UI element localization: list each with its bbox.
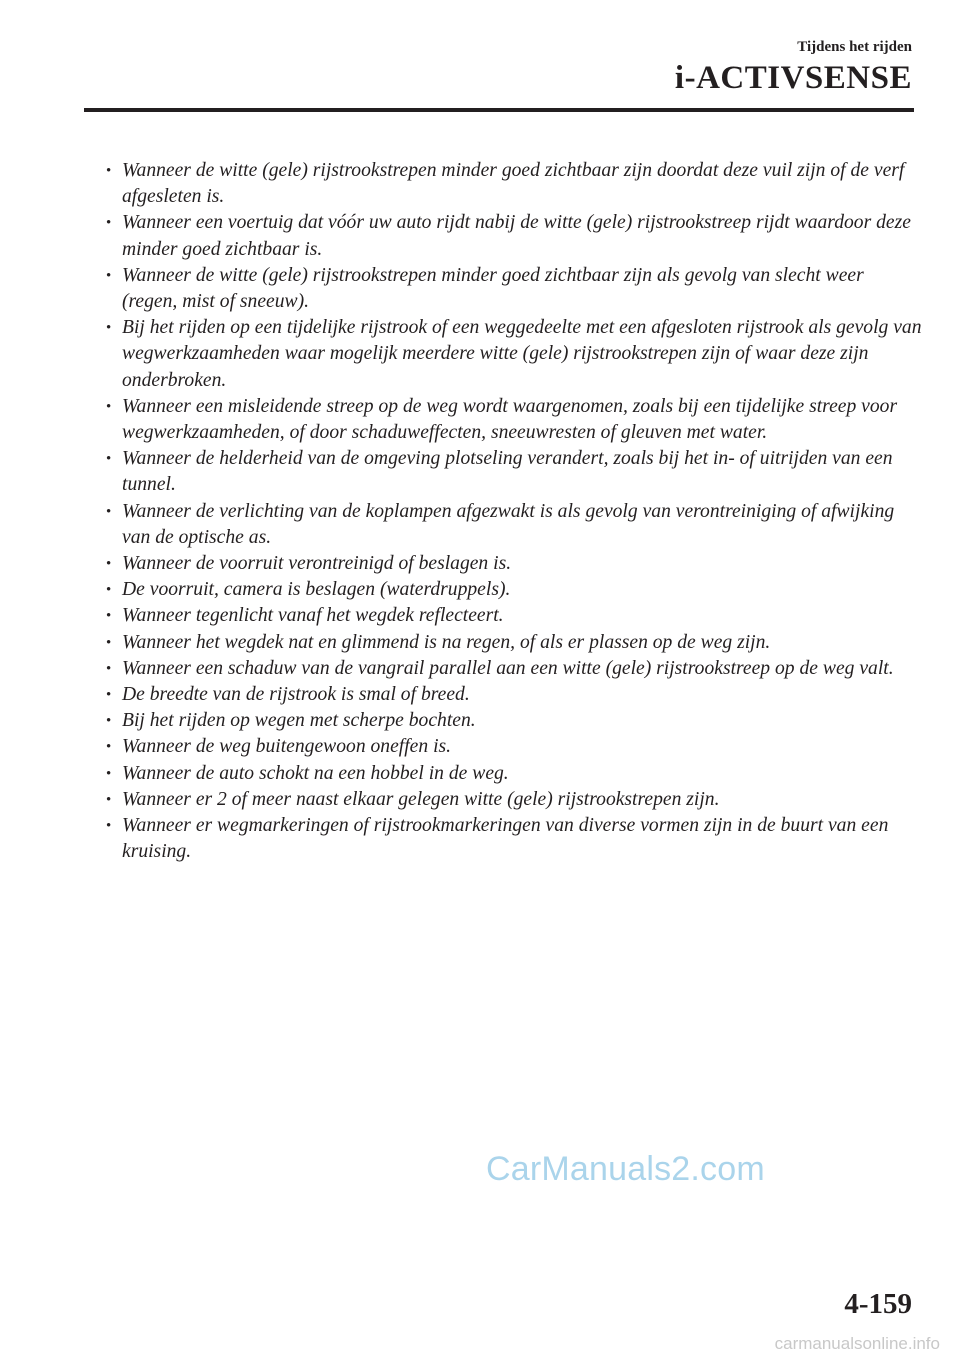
list-item-text: Wanneer de weg buitengewoon oneffen is. <box>122 736 452 758</box>
bullet-icon: • <box>106 608 112 625</box>
list-item <box>102 394 922 446</box>
watermark-logo: CarManuals2.com <box>486 1150 765 1188</box>
list-item <box>102 813 922 865</box>
bullet-icon: • <box>106 556 112 573</box>
list-item <box>102 210 922 262</box>
bullet-icon: • <box>106 582 112 599</box>
bullet-icon: • <box>106 660 112 677</box>
bullet-icon: • <box>106 634 112 651</box>
list-item-text: Wanneer de verlichting van de koplampen afgezwakt is als gevolg van verontreiniging of afwijking van de optische as. <box>122 500 895 548</box>
chapter-title: i-ACTIVSENSE <box>674 60 912 96</box>
list-item-text: De breedte van de rijstrook is smal of breed. <box>122 684 470 706</box>
list-item-text: Wanneer de helderheid van de omgeving plotseling verandert, zoals bij het in- of uitrijden van een tunnel. <box>122 448 893 496</box>
list-item-text: Wanneer een schaduw van de vangrail parallel aan een witte (gele) rijstrookstreep op de weg valt. <box>122 657 894 679</box>
list-item-text: Bij het rijden op wegen met scherpe bochten. <box>122 710 476 732</box>
list-item <box>102 787 922 813</box>
bullet-icon: • <box>106 503 112 520</box>
list-item-text: De voorruit, camera is beslagen (waterdruppels). <box>122 579 511 601</box>
list-item <box>102 734 922 760</box>
list-item-text: Bij het rijden op een tijdelijke rijstrook of een weggedeelte met een afgesloten rijstrook als gevolg van wegwerkzaamheden waar mogelijk meerdere witte (gele) rijstrookstrepen zijn of waar deze zijn onderbroken. <box>122 317 922 391</box>
list-item <box>102 577 922 603</box>
bullet-icon: • <box>106 267 112 284</box>
header-rule <box>84 108 914 112</box>
list-item <box>102 603 922 629</box>
list-item-text: Wanneer de voorruit verontreinigd of beslagen is. <box>122 553 512 575</box>
list-item-text: Wanneer een voertuig dat vóór uw auto rijdt nabij de witte (gele) rijstrookstreep rijdt waardoor deze minder goed zichtbaar is. <box>122 212 911 260</box>
bullet-icon: • <box>106 451 112 468</box>
bullet-icon: • <box>106 398 112 415</box>
list-item <box>102 630 922 656</box>
bullet-icon: • <box>106 739 112 756</box>
list-item-text: Wanneer de auto schokt na een hobbel in de weg. <box>122 762 509 784</box>
bullet-icon: • <box>106 163 112 179</box>
page-header <box>675 38 912 98</box>
section-label: Tijdens het rijden <box>797 39 912 55</box>
list-item-text: Wanneer tegenlicht vanaf het wegdek reflecteert. <box>122 605 504 627</box>
list-item <box>102 315 922 394</box>
bullet-icon: • <box>106 320 112 337</box>
bullet-icon: • <box>106 791 112 808</box>
list-item-text: Wanneer er 2 of meer naast elkaar gelegen witte (gele) rijstrookstrepen zijn. <box>122 788 720 810</box>
list-item-text: Wanneer de witte (gele) rijstrookstrepen minder goed zichtbaar zijn als gevolg van slecht weer (regen, mist of sneeuw). <box>122 264 864 313</box>
list-item-text: Wanneer de witte (gele) rijstrookstrepen minder goed zichtbaar zijn doordat deze vuil zijn of de verf afgesleten is. <box>122 160 905 208</box>
list-item <box>102 446 922 498</box>
list-item-text: Wanneer een misleidende streep op de weg wordt waargenomen, zoals bij een tijdelijke streep voor wegwerkzaamheden, of door schaduweffecten, sneeuwresten of gleuven met water. <box>122 395 898 444</box>
list-item-text: Wanneer het wegdek nat en glimmend is na regen, of als er plassen op de weg zijn. <box>122 631 771 653</box>
list-item <box>102 761 922 787</box>
list-item <box>102 656 922 682</box>
list-item <box>102 158 922 210</box>
list-item <box>102 499 922 551</box>
list-item <box>102 708 922 734</box>
page-number: 4-159 <box>844 1288 912 1320</box>
bullet-icon: • <box>106 765 112 782</box>
bullet-icon: • <box>106 215 112 232</box>
bullet-icon: • <box>106 818 112 835</box>
list-item-text: Wanneer er wegmarkeringen of rijstrookmarkeringen van diverse vormen zijn in de buurt van een kruising. <box>122 815 889 863</box>
bullet-icon: • <box>106 713 112 730</box>
list-item <box>102 263 922 315</box>
list-item <box>102 551 922 577</box>
bullet-icon: • <box>106 687 112 704</box>
footer-source-link[interactable]: carmanualsonline.info <box>774 1334 940 1353</box>
list-item <box>102 682 922 708</box>
condition-list <box>102 158 922 865</box>
